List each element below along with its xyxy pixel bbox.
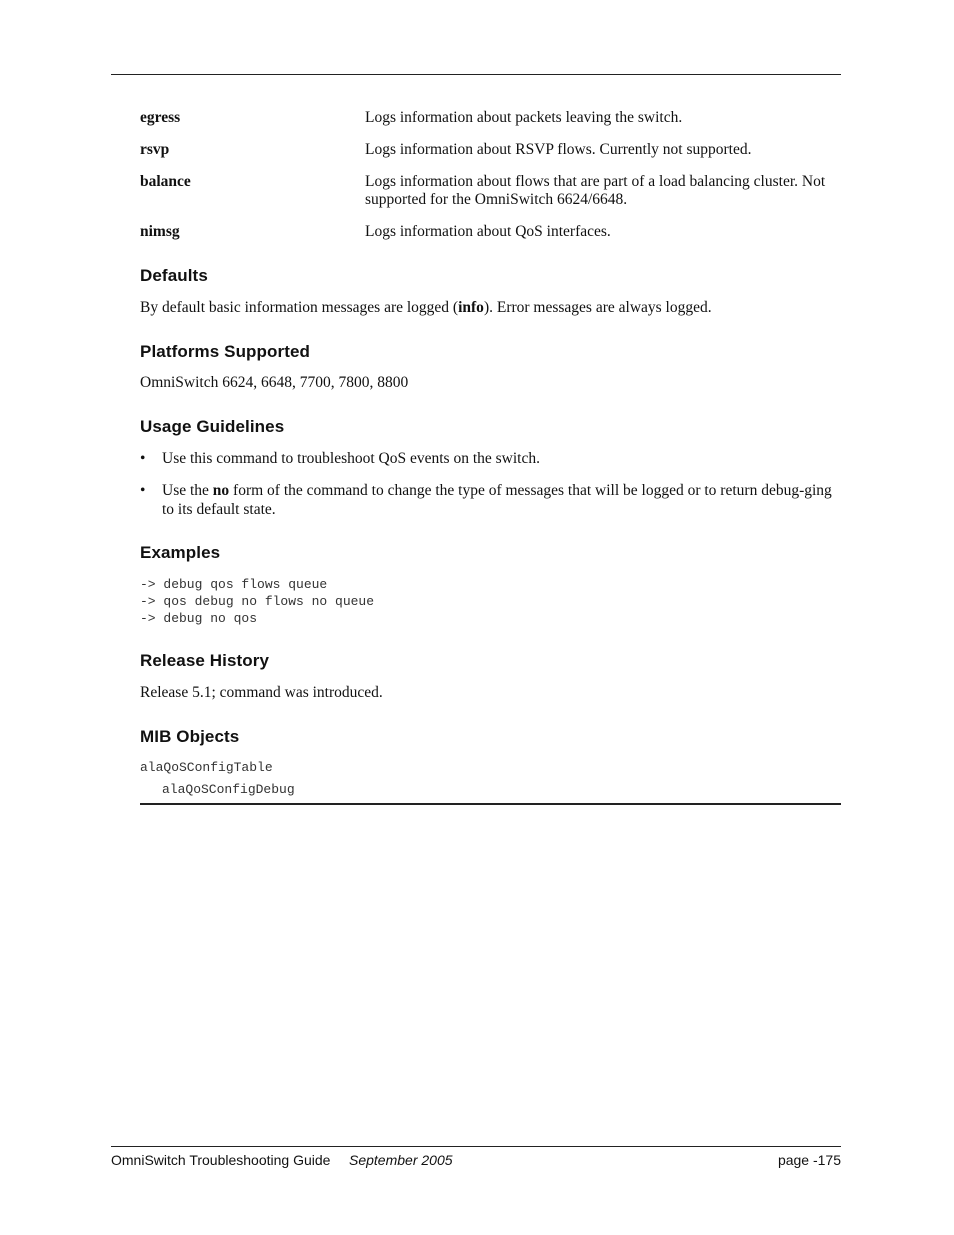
usage-bullet-text	[162, 481, 842, 519]
usage-bullet-text: Use this command to troubleshoot QoS events on the switch.	[162, 450, 540, 467]
examples-heading: Examples	[140, 543, 221, 562]
footer-page-number: page -175	[777, 1152, 841, 1168]
example-line: -> debug no qos	[140, 611, 258, 626]
defaults-text	[140, 298, 712, 317]
param-description: Logs information about RSVP flows. Currently not supported.	[365, 141, 752, 158]
footer-divider	[111, 1146, 841, 1147]
param-description: Logs information about QoS interfaces.	[365, 223, 611, 240]
param-name: nimsg	[140, 223, 180, 240]
platforms-heading: Platforms Supported	[140, 342, 311, 361]
top-divider	[111, 74, 841, 75]
footer-guide-title: OmniSwitch Troubleshooting Guide	[111, 1152, 331, 1168]
release-text: Release 5.1; command was introduced.	[140, 684, 383, 701]
defaults-text-bold: info	[458, 299, 484, 316]
bullet-icon: •	[140, 450, 146, 467]
mib-object-name: alaQoSConfigDebug	[162, 782, 295, 797]
mib-heading: MIB Objects	[140, 727, 240, 746]
usage-heading: Usage Guidelines	[140, 417, 285, 436]
mib-table-name: alaQoSConfigTable	[140, 760, 273, 775]
example-line: -> qos debug no flows no queue	[140, 594, 375, 609]
defaults-text-before: By default basic information messages are logged (	[140, 299, 459, 316]
param-name: egress	[140, 109, 181, 126]
usage-bullet-2-bold: no	[212, 482, 230, 499]
release-heading: Release History	[140, 651, 270, 670]
param-description: Logs information about flows that are part of a load balancing cluster. Not supported for the OmniSwitch 6624/6648.	[365, 173, 826, 208]
param-name: rsvp	[140, 141, 170, 158]
usage-bullet-2-before: Use the	[162, 482, 213, 499]
param-description: Logs information about packets leaving the switch.	[365, 109, 683, 126]
defaults-heading: Defaults	[140, 266, 208, 285]
param-name: balance	[140, 173, 191, 190]
footer-date: September 2005	[349, 1152, 453, 1168]
bullet-icon: •	[140, 482, 146, 499]
example-line: -> debug qos flows queue	[140, 577, 328, 592]
usage-bullet-2-after: form of the command to change the type of messages that will be logged or to return debug-ging to its default state.	[162, 482, 832, 518]
defaults-text-after: ). Error messages are always logged.	[483, 299, 712, 316]
section-end-divider	[140, 803, 841, 805]
platforms-text: OmniSwitch 6624, 6648, 7700, 7800, 8800	[140, 374, 409, 391]
